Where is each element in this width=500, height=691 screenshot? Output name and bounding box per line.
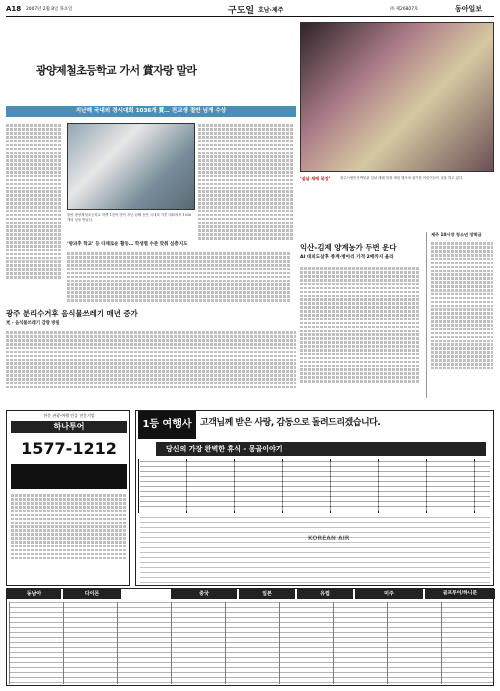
ad-cell-5-title: 유럽	[297, 589, 353, 599]
airline-tagline: 당신의 가장 완벽한 휴식 - 몽골이야기	[156, 442, 486, 456]
ad-cell-3-title: 중국	[171, 589, 237, 599]
school-photo-caption: 광양 광양제철초등학교 학생 1천여 명이 지난 한해 동안 국내외 각종 대회에서 1036개의 상을 받았다.	[67, 213, 192, 222]
side-box-title: 제주 10시장 청소년 장학금	[431, 232, 482, 237]
ad-cell-4-title: 일본	[239, 589, 295, 599]
ad-cell-7-title: 골프투어/하니문	[425, 589, 495, 599]
side-box	[426, 232, 494, 398]
right-story-text	[300, 266, 420, 396]
tour-company-name: 하나투어	[11, 421, 127, 433]
photo-story-caption-label: ‘설날 세배 복장’	[300, 176, 331, 181]
airline-ad	[135, 410, 494, 586]
issue-number: ㈜ 제26807호	[390, 7, 419, 12]
tour-phone: 1577-1212	[21, 439, 117, 458]
new-year-bow-photo	[300, 22, 494, 172]
side-box-text	[431, 241, 493, 391]
right-story-subhead: AI 대피도살후 종계·병아리 가격 2배까지 올라	[300, 255, 394, 260]
lower-story-byline: 光 - 음식물쓰레기 감량 방침	[6, 321, 60, 326]
paper-name: 동아일보	[455, 5, 483, 13]
ad-cell-1-title: 동남아	[7, 589, 61, 599]
photo-story-caption: 광주시립민속박물관 설날 세배 복장 체험 행사에 참가한 어린이들이 절을 하고 있다.	[340, 176, 464, 180]
section-title: 호남·제주	[258, 7, 284, 14]
ad-cell-2-title: 다이몬	[63, 589, 121, 599]
lower-story-text	[6, 330, 296, 405]
tour-ad-list	[11, 493, 127, 583]
airline-slogan: 고객님께 받은 사랑, 감동으로 돌려드리겠습니다.	[200, 418, 381, 428]
korean-air-logo: KOREAN AIR	[308, 535, 350, 542]
tour-ad-banner	[11, 464, 127, 489]
page-number: A18	[6, 5, 22, 13]
page-header	[0, 0, 500, 18]
main-byline-bottom: ‘방과후 학교’ 등 다채로운 활동… 학생별 수준 맞춰 심층지도	[67, 242, 188, 247]
section-logo: 구도일	[228, 6, 255, 16]
tour-ad	[6, 410, 130, 586]
airline-logo: 1등 여행사	[138, 411, 196, 439]
photo-story	[300, 22, 494, 192]
airline-route-text	[140, 461, 490, 511]
main-column-3	[67, 251, 291, 311]
main-column-1	[6, 123, 62, 308]
main-subhead: 지난해 국내외 경시대회 1036개 賞… 전교생 절반 넘게 수상	[6, 106, 296, 117]
header-rule	[6, 16, 494, 17]
main-headline: 광양제철초등학교 가서 賞자랑 말라	[36, 64, 197, 77]
ad-cell-6-title: 미주	[355, 589, 423, 599]
school-award-photo	[67, 123, 195, 210]
lower-story	[6, 308, 296, 408]
airline-ad-bottom-text	[140, 517, 490, 583]
right-story	[300, 232, 494, 407]
tour-ad-top: 전문 관광·여행 인증 전문기업	[43, 413, 95, 418]
bottom-ad-grid	[6, 588, 494, 686]
page-date: 2007년 2월 8일 목요일	[26, 7, 73, 12]
lower-story-headline: 광주 분리수거후 음식물쓰레기 매년 증가	[6, 309, 138, 318]
right-story-headline: 익산-김제 양계농가 두번 운다	[300, 243, 397, 252]
bottom-ad-contents	[9, 602, 493, 684]
